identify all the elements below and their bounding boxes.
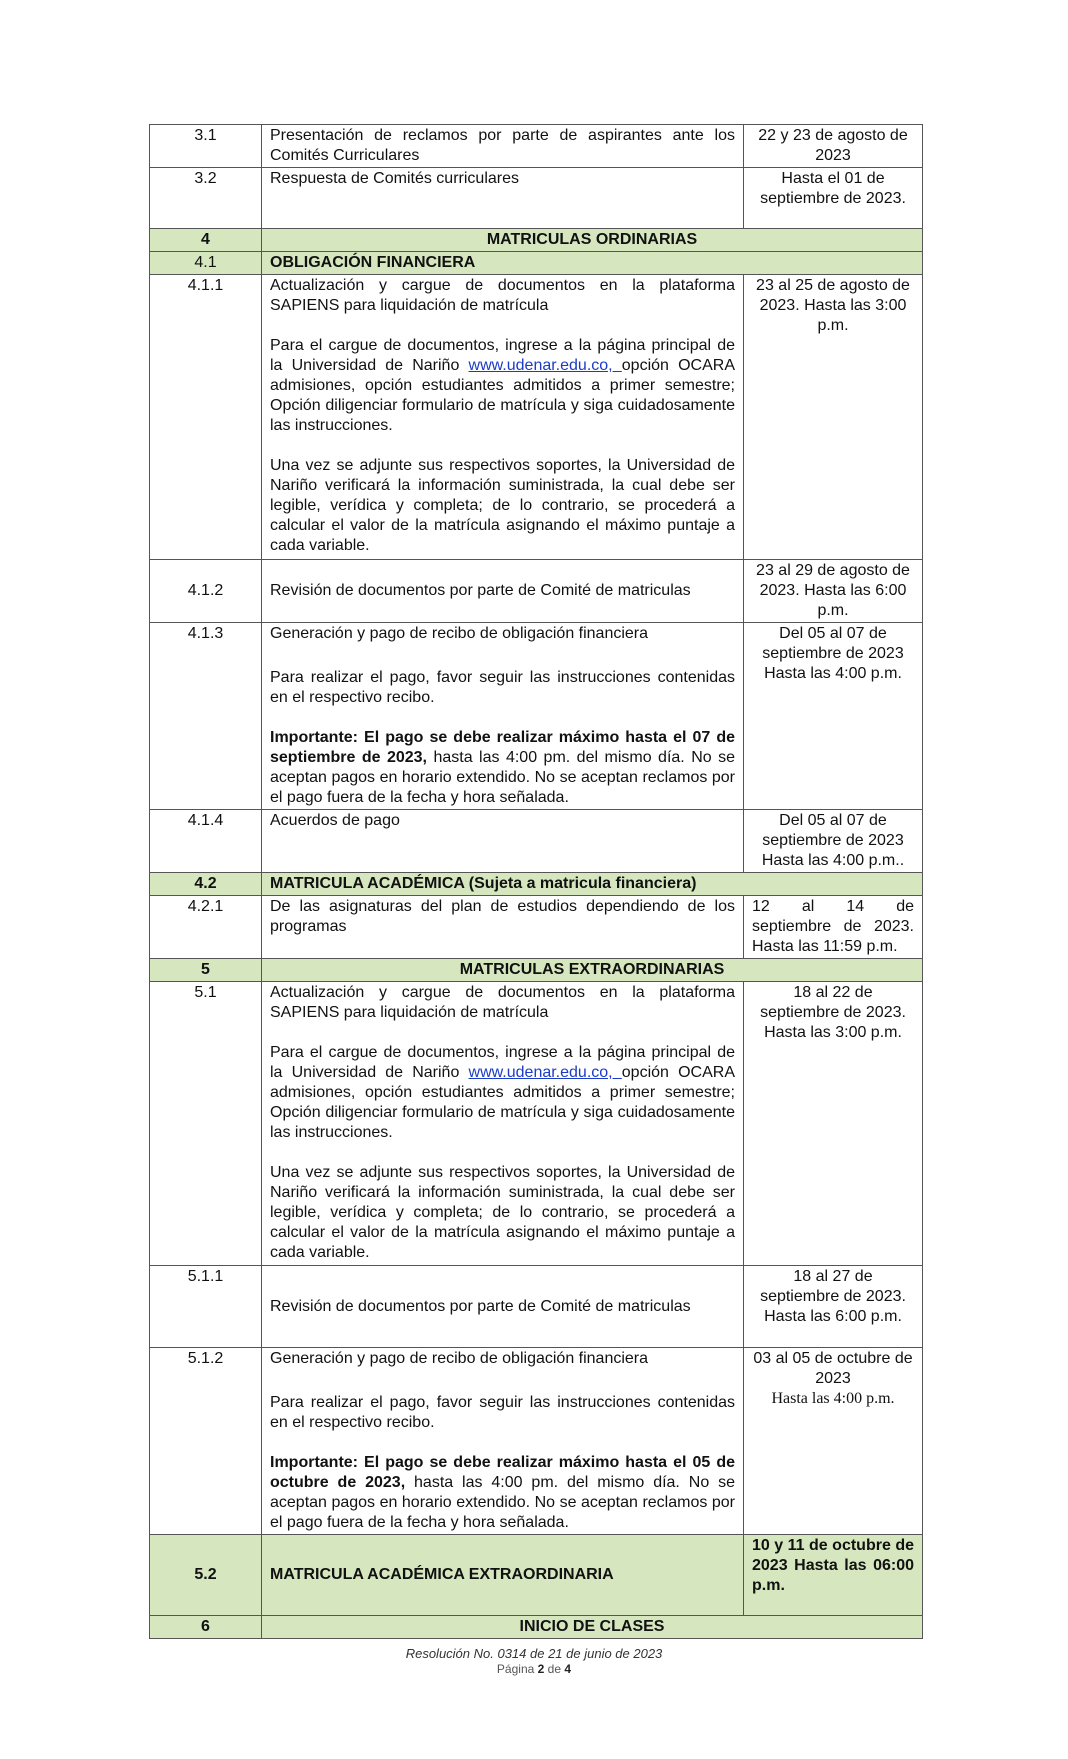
- item-date: 22 y 23 de agosto de 2023: [744, 125, 923, 168]
- item-number: 4.2.1: [150, 896, 262, 959]
- subsection-row: [150, 873, 923, 896]
- item-number: 3.2: [150, 168, 262, 229]
- section-title: MATRICULAS EXTRAORDINARIAS: [262, 959, 923, 982]
- important-text: Importante: El pago se debe realizar máximo hasta el 05 de octubre de 2023,: [270, 1454, 735, 1491]
- paragraph-text: opción OCARA admisiones, opción estudiantes admitidos a primer semestre; Opción diligenciar formulario de matrícula y siga cuidadosamente las instrucciones.: [270, 357, 735, 434]
- udenar-link[interactable]: www.udenar.edu.co,: [468, 1064, 622, 1081]
- item-number: 5.1.2: [150, 1348, 262, 1535]
- page-label: Página: [496, 1662, 535, 1676]
- section-title: MATRICULAS ORDINARIAS: [262, 229, 923, 252]
- item-number: 5.1.1: [150, 1266, 262, 1348]
- paragraph: [270, 336, 735, 436]
- subsection-title: MATRICULA ACADÉMICA EXTRAORDINARIA: [262, 1535, 744, 1616]
- item-description: [262, 1348, 744, 1535]
- item-description: Revisión de documentos por parte de Comité de matriculas: [262, 560, 744, 623]
- item-number: 3.1: [150, 125, 262, 168]
- paragraph: Generación y pago de recibo de obligación financiera: [270, 625, 649, 642]
- table-row: [150, 896, 923, 959]
- paragraph: Una vez se adjunte sus respectivos soportes, la Universidad de Nariño verificará la información suministrada, la cual debe ser legible, verídica y completa; de lo contrario, se procederá a calcular el valor de la matrícula asignando el máximo puntaje a cada variable.: [270, 457, 735, 554]
- section-row: [150, 229, 923, 252]
- date-text: 03 al 05 de octubre de 2023: [753, 1350, 913, 1387]
- item-description: [262, 982, 744, 1266]
- subsection-number: 4.1: [150, 252, 262, 275]
- item-description: De las asignaturas del plan de estudios dependiendo de los programas: [262, 896, 744, 959]
- item-description: [262, 275, 744, 560]
- page-number: [0, 1662, 1068, 1677]
- section-title: INICIO DE CLASES: [262, 1616, 923, 1639]
- subsection-title: OBLIGACIÓN FINANCIERA: [262, 252, 923, 275]
- section-number: 6: [150, 1616, 262, 1639]
- table-row: [150, 810, 923, 873]
- paragraph: [270, 1043, 735, 1143]
- paragraph: [270, 728, 735, 808]
- page-footer: [0, 1646, 1068, 1677]
- item-description: Respuesta de Comités curriculares: [262, 168, 744, 229]
- section-number: 4: [150, 229, 262, 252]
- paragraph: Para realizar el pago, favor seguir las instrucciones contenidas en el respectivo recibo.: [270, 669, 735, 706]
- subsection-title: MATRICULA ACADÉMICA (Sujeta a matricula financiera): [262, 873, 923, 896]
- page-of-label: de: [547, 1662, 562, 1676]
- item-date: 23 al 29 de agosto de 2023. Hasta las 6:00 p.m.: [744, 560, 923, 623]
- item-number: 4.1.4: [150, 810, 262, 873]
- table-row: [150, 560, 923, 623]
- item-date: Hasta el 01 de septiembre de 2023.: [744, 168, 923, 229]
- table-row: [150, 125, 923, 168]
- paragraph: Actualización y cargue de documentos en la plataforma SAPIENS para liquidación de matrícula: [270, 277, 735, 314]
- table-row: [150, 1348, 923, 1535]
- page-current: 2: [537, 1662, 545, 1676]
- paragraph-text: opción OCARA admisiones, opción estudiantes admitidos a primer semestre; Opción diligenciar formulario de matrícula y siga cuidadosamente las instrucciones.: [270, 1064, 735, 1141]
- item-number: 5.1: [150, 982, 262, 1266]
- page-total: 4: [564, 1662, 572, 1676]
- item-date: 12 al 14 de septiembre de 2023. Hasta las 11:59 p.m.: [744, 896, 923, 959]
- paragraph: Para realizar el pago, favor seguir las instrucciones contenidas en el respectivo recibo.: [270, 1394, 735, 1431]
- item-number: 4.1.2: [150, 560, 262, 623]
- section-row: [150, 959, 923, 982]
- subsection-number: 5.2: [150, 1535, 262, 1616]
- paragraph: Generación y pago de recibo de obligación financiera: [270, 1350, 649, 1367]
- udenar-link[interactable]: www.udenar.edu.co,: [468, 357, 622, 374]
- item-number: 4.1.3: [150, 623, 262, 810]
- table-row: [150, 623, 923, 810]
- item-date: 18 al 22 de septiembre de 2023. Hasta las 3:00 p.m.: [744, 982, 923, 1266]
- paragraph-text: Para el cargue de documentos, ingrese a la página principal de la Universidad de Nariño: [270, 1044, 735, 1081]
- item-description: Revisión de documentos por parte de Comité de matriculas: [262, 1266, 744, 1348]
- table-row: [150, 982, 923, 1266]
- resolution-reference: Resolución No. 0314 de 21 de junio de 2023: [405, 1646, 663, 1661]
- date-time-text: Hasta las 4:00 p.m.: [771, 1390, 895, 1407]
- paragraph: Una vez se adjunte sus respectivos soportes, la Universidad de Nariño verificará la información suministrada, la cual debe ser legible, verídica y completa; de lo contrario, se procederá a calcular el valor de la matrícula asignando el máximo puntaje a cada variable.: [270, 1164, 735, 1261]
- table-row: [150, 168, 923, 229]
- paragraph-text: hasta las 4:00 pm. del mismo día. No se aceptan pagos en horario extendido. No se aceptan reclamos por el pago fuera de la fecha y hora señalada.: [270, 749, 736, 806]
- subsection-row: [150, 252, 923, 275]
- subsection-row: [150, 1535, 923, 1616]
- important-text: Importante: El pago se debe realizar máximo hasta el 07 de septiembre de 2023,: [270, 729, 735, 766]
- item-description: Acuerdos de pago: [262, 810, 744, 873]
- paragraph: Actualización y cargue de documentos en la plataforma SAPIENS para liquidación de matrícula: [270, 984, 735, 1021]
- item-date: 23 al 25 de agosto de 2023. Hasta las 3:00 p.m.: [744, 275, 923, 560]
- table-row: [150, 1266, 923, 1348]
- item-date: 18 al 27 de septiembre de 2023. Hasta las 6:00 p.m.: [744, 1266, 923, 1348]
- item-description: [262, 623, 744, 810]
- item-date: 10 y 11 de octubre de 2023 Hasta las 06:00 p.m.: [744, 1535, 923, 1616]
- section-row: [150, 1616, 923, 1639]
- item-number: 4.1.1: [150, 275, 262, 560]
- subsection-number: 4.2: [150, 873, 262, 896]
- item-description: Presentación de reclamos por parte de aspirantes ante los Comités Curriculares: [262, 125, 744, 168]
- paragraph-text: hasta las 4:00 pm. del mismo día. No se aceptan pagos en horario extendido. No se aceptan reclamos por el pago fuera de la fecha y hora señalada.: [270, 1474, 735, 1531]
- item-date: Del 05 al 07 de septiembre de 2023 Hasta las 4:00 p.m..: [744, 810, 923, 873]
- schedule-table: [149, 124, 923, 1639]
- item-date: [744, 1348, 923, 1535]
- paragraph: [270, 1453, 735, 1533]
- table-row: [150, 275, 923, 560]
- section-number: 5: [150, 959, 262, 982]
- item-date: Del 05 al 07 de septiembre de 2023 Hasta las 4:00 p.m.: [744, 623, 923, 810]
- paragraph-text: Para el cargue de documentos, ingrese a la página principal de la Universidad de Nariño: [270, 337, 735, 374]
